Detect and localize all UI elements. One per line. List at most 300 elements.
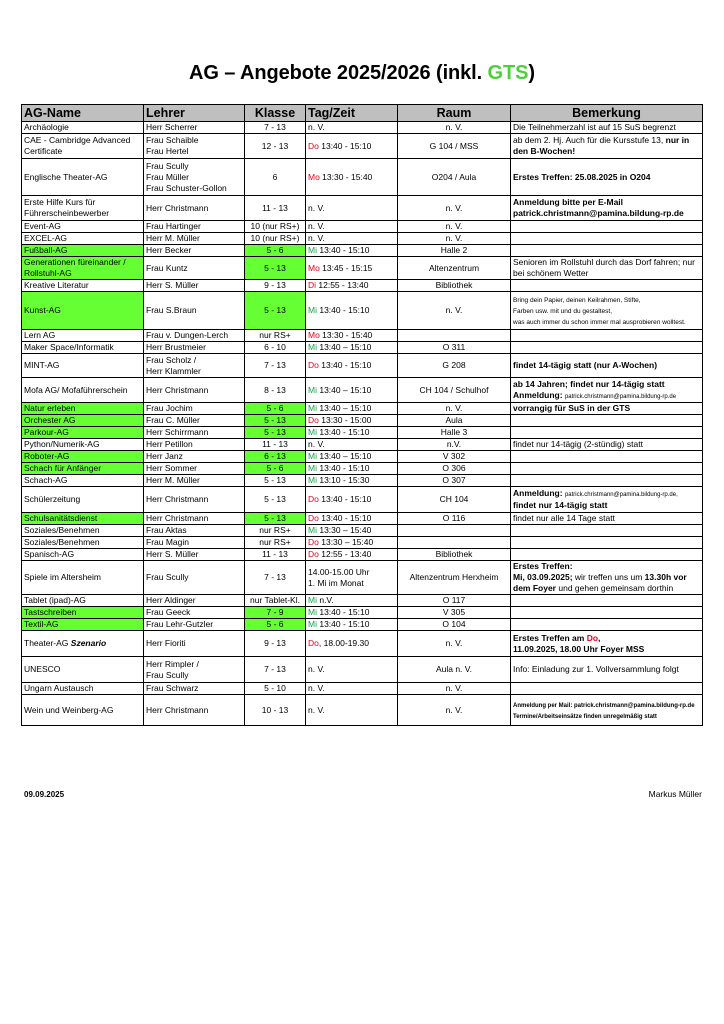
cell-tag-zeit [306, 354, 398, 378]
cell-ag-name [22, 159, 144, 196]
cell-bemerkung [511, 415, 703, 427]
cell-klasse: 10 (nur RS+) [245, 233, 306, 245]
lehrer-text: Frau Schaible Frau Hertel [146, 135, 199, 156]
cell-tag-zeit [306, 619, 398, 631]
table-row [22, 683, 703, 695]
time-text: 13:30 - 15:40 [319, 330, 373, 340]
lehrer-text: Herr Petillon [146, 439, 193, 449]
bemerkung-text: Bring dein Papier, deinen Keilrahmen, Stifte, Farben usw. mit und du gestaltest, was auch immer du schon immer mal ausprobieren wolltest. [513, 297, 686, 326]
ag-name-text: UNESCO [24, 664, 61, 674]
cell-tag-zeit [306, 196, 398, 221]
cell-klasse: 10 - 13 [245, 695, 306, 726]
cell-bemerkung [511, 245, 703, 257]
table-row [22, 463, 703, 475]
weekday: Mi [308, 384, 317, 395]
cell-ag-name [22, 330, 144, 342]
ag-name-text: Kunst-AG [24, 305, 61, 315]
ag-table [21, 104, 703, 726]
cell-lehrer [144, 561, 245, 595]
time-text: 13:30 - 15:00 [318, 415, 372, 425]
lehrer-text: Herr S. Müller [146, 280, 199, 290]
cell-tag-zeit [306, 122, 398, 134]
lehrer-text: Herr Scherrer [146, 122, 198, 132]
title-gts: GTS [487, 62, 529, 84]
table-row [22, 403, 703, 415]
table-row [22, 695, 703, 726]
cell-klasse: 7 - 13 [245, 354, 306, 378]
ag-name-text: Mofa AG/ Mofaführerschein [24, 384, 128, 395]
table-row [22, 342, 703, 354]
time-text: 13:40 - 15:10 [318, 494, 372, 504]
weekday: Do [308, 140, 319, 151]
cell-lehrer [144, 330, 245, 342]
cell-raum [398, 525, 511, 537]
cell-lehrer [144, 221, 245, 233]
ag-name-text: Tablet (ipad)-AG [24, 595, 86, 605]
weekday: Mi [308, 595, 317, 605]
cell-raum: Aula [398, 415, 511, 427]
weekday: Do [308, 638, 319, 648]
cell-ag-name [22, 475, 144, 487]
cell-lehrer [144, 683, 245, 695]
cell-lehrer [144, 245, 245, 257]
lehrer-text: Frau C. Müller [146, 415, 200, 425]
cell-ag-name [22, 451, 144, 463]
bemerkung-text: Senioren im Rollstuhl durch das Dorf fahren; nur bei schönem Wetter [513, 257, 695, 278]
cell-klasse: 6 - 13 [245, 451, 306, 463]
time-text: 13:40 – 15:10 [316, 384, 372, 395]
cell-ag-name [22, 245, 144, 257]
cell-raum: V 305 [398, 607, 511, 619]
cell-ag-name [22, 537, 144, 549]
bemerkung-text: findet 14-tägig statt (nur A-Wochen) [513, 360, 658, 370]
lehrer-text: Herr Becker [146, 245, 192, 255]
cell-klasse: 9 - 13 [245, 631, 306, 657]
ag-name-text: Fußball-AG [24, 245, 68, 255]
ag-name-text: CAE - Cambridge Advanced Certificate [24, 135, 131, 156]
cell-raum: Halle 2 [398, 245, 511, 257]
bemerkung-text: vorrangig für SuS in der GTS [513, 403, 631, 413]
cell-bemerkung [511, 233, 703, 245]
cell-klasse: 11 - 13 [245, 439, 306, 451]
ag-name-text: EXCEL-AG [24, 233, 67, 243]
table-row [22, 595, 703, 607]
bemerkung-text: nur in den B-Wochen! [513, 135, 690, 156]
cell-tag-zeit [306, 595, 398, 607]
ag-name-text: Englische Theater-AG [24, 171, 108, 182]
cell-raum [398, 330, 511, 342]
cell-klasse: 12 - 13 [245, 134, 306, 159]
cell-ag-name [22, 657, 144, 683]
cell-ag-name [22, 427, 144, 439]
table-row [22, 549, 703, 561]
cell-klasse: nur Tablet-Kl. [245, 595, 306, 607]
time-text: n. V. [308, 439, 325, 449]
weekday: Do [308, 513, 319, 523]
ag-name-text: Schulsanitätsdienst [24, 513, 98, 523]
ag-name-text: Generationen füreinander / Rollstuhl-AG [24, 257, 126, 278]
cell-raum: Altenzentrum Herxheim [398, 561, 511, 595]
ag-name-text: Soziales/Benehmen [24, 525, 100, 535]
bemerkung-text: Erstes Treffen: Mi, 03.09.2025; [513, 561, 573, 582]
table-row [22, 134, 703, 159]
cell-bemerkung [511, 342, 703, 354]
lehrer-text: Herr Christmann [146, 513, 209, 523]
ag-name-text: Maker Space/Informatik [24, 342, 114, 352]
ag-name-text: Tastschreiben [24, 607, 77, 617]
lehrer-text: Herr Sommer [146, 463, 198, 473]
bemerkung-text: , 11.09.2025, 18.00 Uhr Foyer MSS [513, 632, 645, 654]
cell-tag-zeit [306, 561, 398, 595]
cell-bemerkung [511, 631, 703, 657]
lehrer-text: Frau Schwarz [146, 683, 199, 693]
cell-klasse: 6 - 10 [245, 342, 306, 354]
cell-lehrer [144, 342, 245, 354]
table-row [22, 280, 703, 292]
cell-lehrer [144, 487, 245, 513]
cell-klasse: 5 - 6 [245, 245, 306, 257]
cell-tag-zeit [306, 549, 398, 561]
cell-ag-name [22, 122, 144, 134]
cell-bemerkung [511, 657, 703, 683]
cell-raum: Halle 3 [398, 427, 511, 439]
cell-raum: Bibliothek [398, 549, 511, 561]
weekday: Do [308, 415, 319, 425]
cell-tag-zeit [306, 695, 398, 726]
cell-raum: n. V. [398, 683, 511, 695]
time-text: 13:40 – 15:10 [316, 451, 372, 461]
cell-ag-name [22, 487, 144, 513]
cell-ag-name [22, 619, 144, 631]
cell-bemerkung [511, 427, 703, 439]
weekday: Mi [308, 475, 317, 485]
col-header-raum: Raum [398, 105, 511, 122]
time-text: 13:30 – 15:40 [318, 537, 374, 547]
cell-bemerkung [511, 549, 703, 561]
cell-lehrer [144, 595, 245, 607]
ag-name-text: Wein und Weinberg-AG [24, 704, 114, 715]
cell-raum: n. V. [398, 403, 511, 415]
table-row [22, 122, 703, 134]
cell-tag-zeit [306, 451, 398, 463]
cell-lehrer [144, 463, 245, 475]
bemerkung-text: ab 14 Jahren; findet nur 14-tägig statt [513, 378, 665, 389]
table-row [22, 245, 703, 257]
table-row [22, 196, 703, 221]
lehrer-text: Frau Kuntz [146, 262, 188, 273]
cell-raum: n. V. [398, 196, 511, 221]
cell-tag-zeit [306, 513, 398, 525]
cell-klasse: 5 - 13 [245, 513, 306, 525]
cell-lehrer [144, 439, 245, 451]
cell-klasse: 7 - 13 [245, 122, 306, 134]
cell-tag-zeit [306, 415, 398, 427]
table-row [22, 657, 703, 683]
cell-lehrer [144, 525, 245, 537]
cell-lehrer [144, 513, 245, 525]
cell-lehrer [144, 233, 245, 245]
lehrer-text: Herr Christmann [146, 494, 209, 504]
cell-bemerkung [511, 280, 703, 292]
weekday: Mi [308, 305, 317, 315]
ag-name-italic: Szenario [70, 638, 107, 648]
cell-raum: CH 104 [398, 487, 511, 513]
cell-tag-zeit [306, 134, 398, 159]
cell-tag-zeit [306, 683, 398, 695]
cell-bemerkung [511, 330, 703, 342]
weekday: Mo [308, 330, 320, 340]
table-row [22, 525, 703, 537]
lehrer-text: Herr Christmann [146, 704, 209, 715]
bemerkung-text: Do [586, 632, 599, 643]
cell-ag-name [22, 378, 144, 403]
cell-raum: n. V. [398, 122, 511, 134]
time-text: , 18.00-19.30 [318, 638, 369, 648]
cell-lehrer [144, 159, 245, 196]
cell-klasse: 11 - 13 [245, 196, 306, 221]
cell-ag-name [22, 415, 144, 427]
cell-raum: O 116 [398, 513, 511, 525]
lehrer-text: Herr Schirrmann [146, 427, 209, 437]
cell-klasse: 5 - 10 [245, 683, 306, 695]
col-header-tag: Tag/Zeit [306, 105, 398, 122]
time-text: n. V. [308, 664, 325, 674]
time-text: 13:40 – 15:10 [316, 403, 372, 413]
cell-ag-name [22, 257, 144, 280]
table-row [22, 487, 703, 513]
cell-bemerkung [511, 439, 703, 451]
cell-tag-zeit [306, 342, 398, 354]
cell-raum: n. V. [398, 221, 511, 233]
cell-lehrer [144, 134, 245, 159]
cell-lehrer [144, 122, 245, 134]
cell-lehrer [144, 549, 245, 561]
table-row [22, 631, 703, 657]
ag-name-text: MINT-AG [24, 360, 60, 370]
col-header-bemerkung: Bemerkung [511, 105, 703, 122]
lehrer-text: Frau Scully [146, 572, 189, 582]
cell-lehrer [144, 354, 245, 378]
weekday: Do [308, 537, 319, 547]
cell-bemerkung [511, 196, 703, 221]
cell-tag-zeit [306, 427, 398, 439]
weekday: Mi [308, 245, 317, 255]
cell-ag-name [22, 354, 144, 378]
table-row [22, 607, 703, 619]
cell-raum: n. V. [398, 233, 511, 245]
table-row [22, 378, 703, 403]
lehrer-text: Frau Scholz / Herr Klammler [146, 354, 201, 376]
cell-klasse: 7 - 13 [245, 657, 306, 683]
lehrer-text: Herr Christmann [146, 202, 209, 213]
table-row [22, 439, 703, 451]
ag-name-text: Schach für Anfänger [24, 463, 102, 473]
cell-ag-name [22, 439, 144, 451]
cell-bemerkung [511, 463, 703, 475]
table-row [22, 415, 703, 427]
weekday: Mo [308, 171, 320, 182]
time-text: 13:40 - 15:10 [316, 427, 370, 437]
ag-name-text: Textil-AG [24, 619, 59, 629]
cell-bemerkung [511, 451, 703, 463]
cell-klasse: 5 - 6 [245, 619, 306, 631]
lehrer-text: Herr Fioriti [146, 638, 186, 648]
cell-ag-name [22, 513, 144, 525]
cell-tag-zeit [306, 292, 398, 330]
lehrer-text: Frau Aktas [146, 525, 187, 535]
cell-ag-name [22, 221, 144, 233]
bemerkung-text: Anmeldung per Mail: patrick.christmann@pamina.bildung-rp.de Termine/Arbeitseinsätze finden unregelmäßig statt [513, 702, 695, 720]
cell-ag-name [22, 134, 144, 159]
cell-tag-zeit [306, 631, 398, 657]
lehrer-text: Frau S.Braun [146, 305, 197, 315]
cell-klasse: 5 - 13 [245, 415, 306, 427]
cell-tag-zeit [306, 159, 398, 196]
time-text: n. V. [308, 683, 325, 693]
cell-tag-zeit [306, 245, 398, 257]
cell-tag-zeit [306, 221, 398, 233]
cell-bemerkung [511, 378, 703, 403]
cell-lehrer [144, 280, 245, 292]
cell-bemerkung [511, 221, 703, 233]
cell-bemerkung [511, 159, 703, 196]
lehrer-text: Herr M. Müller [146, 233, 200, 243]
bemerkung-text: und gehen gemeinsam dorthin [556, 583, 674, 593]
cell-klasse: 7 - 9 [245, 607, 306, 619]
cell-lehrer [144, 451, 245, 463]
time-text: 13:10 - 15:30 [316, 475, 370, 485]
lehrer-text: Herr Aldinger [146, 595, 196, 605]
ag-name-text: Orchester AG [24, 415, 76, 425]
time-text: 13:40 - 15:10 [318, 140, 372, 151]
cell-ag-name [22, 525, 144, 537]
weekday: Mo [308, 262, 320, 273]
time-text: 13:30 – 15:40 [316, 525, 372, 535]
cell-raum: n. V. [398, 631, 511, 657]
cell-bemerkung [511, 695, 703, 726]
ag-name-text: Kreative Literatur [24, 280, 89, 290]
cell-lehrer [144, 631, 245, 657]
cell-ag-name [22, 631, 144, 657]
cell-lehrer [144, 257, 245, 280]
cell-ag-name [22, 233, 144, 245]
cell-ag-name [22, 342, 144, 354]
time-text: 13:40 - 15:10 [316, 305, 370, 315]
bemerkung-text: Die Teilnehmerzahl ist auf 15 SuS begrenzt [513, 122, 676, 132]
ag-name-text: Archäologie [24, 122, 69, 132]
time-text: n. V. [308, 221, 325, 231]
cell-klasse: 11 - 13 [245, 549, 306, 561]
ag-name-text: Soziales/Benehmen [24, 537, 100, 547]
cell-klasse: 5 - 13 [245, 427, 306, 439]
cell-raum: Bibliothek [398, 280, 511, 292]
col-header-name: AG-Name [22, 105, 144, 122]
cell-ag-name [22, 280, 144, 292]
cell-ag-name [22, 695, 144, 726]
ag-name-text: Parkour-AG [24, 427, 69, 437]
cell-lehrer [144, 196, 245, 221]
page-title: AG – Angebote 2025/2026 (inkl. GTS) [189, 62, 535, 84]
cell-ag-name [22, 292, 144, 330]
cell-lehrer [144, 537, 245, 549]
table-row [22, 427, 703, 439]
cell-raum: O 306 [398, 463, 511, 475]
lehrer-text: Frau v. Dungen-Lerch [146, 330, 229, 340]
ag-name-text: Event-AG [24, 221, 61, 231]
cell-klasse: 5 - 6 [245, 403, 306, 415]
cell-tag-zeit [306, 607, 398, 619]
table-row [22, 292, 703, 330]
bemerkung-text: Anmeldung: [513, 389, 565, 400]
weekday: Mi [308, 427, 317, 437]
cell-tag-zeit [306, 537, 398, 549]
lehrer-text: Frau Scully Frau Müller Frau Schuster-Gollon [146, 160, 227, 193]
weekday: Di [308, 280, 317, 290]
cell-bemerkung [511, 619, 703, 631]
weekday: Mi [308, 619, 317, 629]
bemerkung-text: findet nur 14-tägig statt [513, 499, 608, 510]
table-row [22, 354, 703, 378]
cell-tag-zeit [306, 403, 398, 415]
ag-name-text: Ungarn Austausch [24, 683, 94, 693]
time-text: n. V. [308, 122, 325, 132]
time-text: 14.00-15.00 Uhr 1. Mi im Monat [308, 566, 370, 588]
cell-lehrer [144, 415, 245, 427]
weekday: Mi [308, 607, 317, 617]
time-text: 13:40 - 15:10 [318, 513, 372, 523]
bemerkung-text: Anmeldung: [513, 488, 565, 499]
table-row [22, 221, 703, 233]
lehrer-text: Herr S. Müller [146, 549, 199, 559]
lehrer-text: Herr Christmann [146, 384, 209, 395]
table-row [22, 257, 703, 280]
ag-name-text: Schülerzeitung [24, 494, 81, 504]
cell-bemerkung [511, 134, 703, 159]
footer-author: Markus Müller [648, 789, 702, 799]
weekday: Do [308, 549, 319, 559]
table-row [22, 513, 703, 525]
lehrer-text: Herr M. Müller [146, 475, 200, 485]
cell-tag-zeit [306, 233, 398, 245]
time-text: n.V. [316, 595, 334, 605]
cell-klasse: 8 - 13 [245, 378, 306, 403]
cell-tag-zeit [306, 463, 398, 475]
cell-raum: O204 / Aula [398, 159, 511, 196]
cell-raum: n. V. [398, 695, 511, 726]
weekday: Mi [308, 451, 317, 461]
cell-lehrer [144, 427, 245, 439]
bemerkung-text: patrick.christmann@pamina.bildung-rp.de, [564, 492, 678, 499]
cell-ag-name [22, 196, 144, 221]
cell-klasse: nur RS+ [245, 537, 306, 549]
cell-tag-zeit [306, 257, 398, 280]
cell-raum: n. V. [398, 292, 511, 330]
weekday: Do [308, 360, 319, 370]
time-text: 13:40 - 15:10 [318, 360, 372, 370]
bemerkung-text: Erstes Treffen am [513, 632, 587, 643]
cell-raum: n.V. [398, 439, 511, 451]
cell-raum [398, 537, 511, 549]
time-text: 12:55 - 13:40 [316, 280, 369, 290]
weekday: Do [308, 494, 319, 504]
lehrer-text: Herr Janz [146, 451, 183, 461]
cell-ag-name [22, 595, 144, 607]
table-row [22, 233, 703, 245]
time-text: 13:40 - 15:10 [316, 245, 370, 255]
cell-raum: Aula n. V. [398, 657, 511, 683]
time-text: 13:30 - 15:40 [319, 171, 373, 182]
ag-name-text: Erste Hilfe Kurs für Führerscheinbewerber [24, 197, 110, 218]
